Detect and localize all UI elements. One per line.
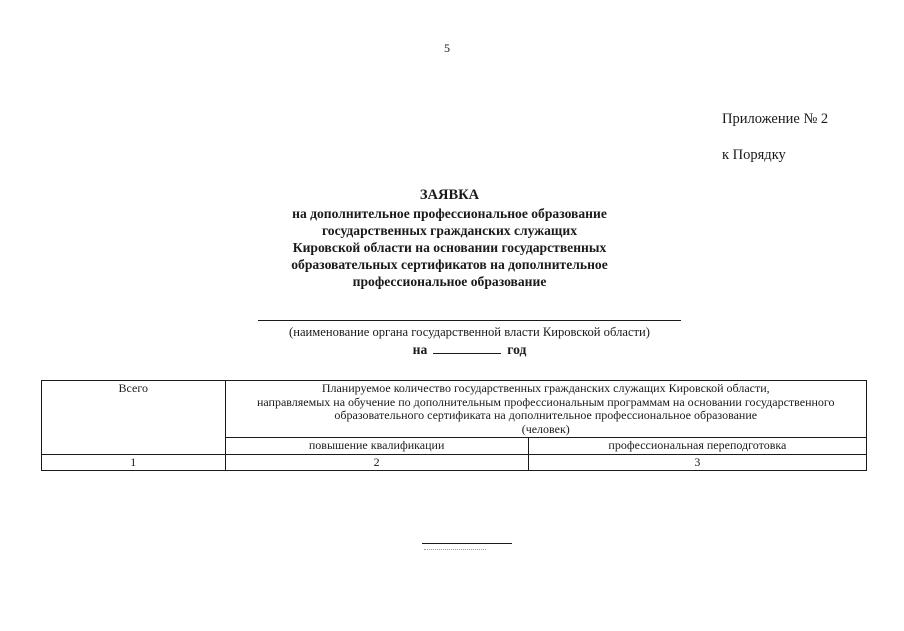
header-line: образовательного сертификата на дополнительное профессиональное образование (334, 408, 758, 422)
appendix-reference (722, 110, 828, 164)
retraining-header-cell: профессиональная переподготовка (528, 438, 866, 455)
qualification-header-cell: повышение квалификации (225, 438, 528, 455)
title-line: профессиональное образование (352, 274, 547, 289)
total-header-cell: Всего (42, 381, 226, 455)
faint-scan-marks (424, 549, 486, 551)
signature-rule (422, 543, 512, 544)
title-line: образовательных сертификатов на дополнительное (291, 257, 608, 272)
header-line: Планируемое количество государственных гражданских служащих Кировской области, (321, 381, 770, 395)
title-heading: ЗАЯВКА (419, 187, 480, 203)
header-line: (человек) (521, 421, 570, 436)
year-suffix: год (507, 342, 527, 357)
column-number-cell: 2 (225, 454, 528, 471)
table-number-row (42, 454, 867, 471)
planned-count-header-cell (225, 381, 866, 438)
document-title (247, 187, 652, 290)
title-line: государственных гражданских служащих (321, 223, 578, 238)
header-line: направляемых на обучение по дополнительным профессиональным программам на основании государственного (256, 394, 835, 409)
title-line: Кировской области на основании государственных (292, 240, 607, 255)
year-prefix: на (412, 342, 428, 357)
appendix-line: к Порядку (722, 147, 786, 163)
org-name-caption: (наименование органа государственной власти Кировской области) (289, 325, 650, 339)
year-line (258, 341, 681, 358)
column-number-cell: 1 (42, 454, 226, 471)
year-blank (433, 341, 501, 354)
page-number: 5 (444, 41, 450, 55)
appendix-line: Приложение № 2 (722, 111, 829, 127)
column-number-cell: 3 (528, 454, 866, 471)
org-name-blank-line (258, 320, 681, 321)
application-table (41, 380, 867, 471)
title-line: на дополнительное профессиональное образование (292, 206, 607, 221)
table-header-row (42, 381, 867, 438)
